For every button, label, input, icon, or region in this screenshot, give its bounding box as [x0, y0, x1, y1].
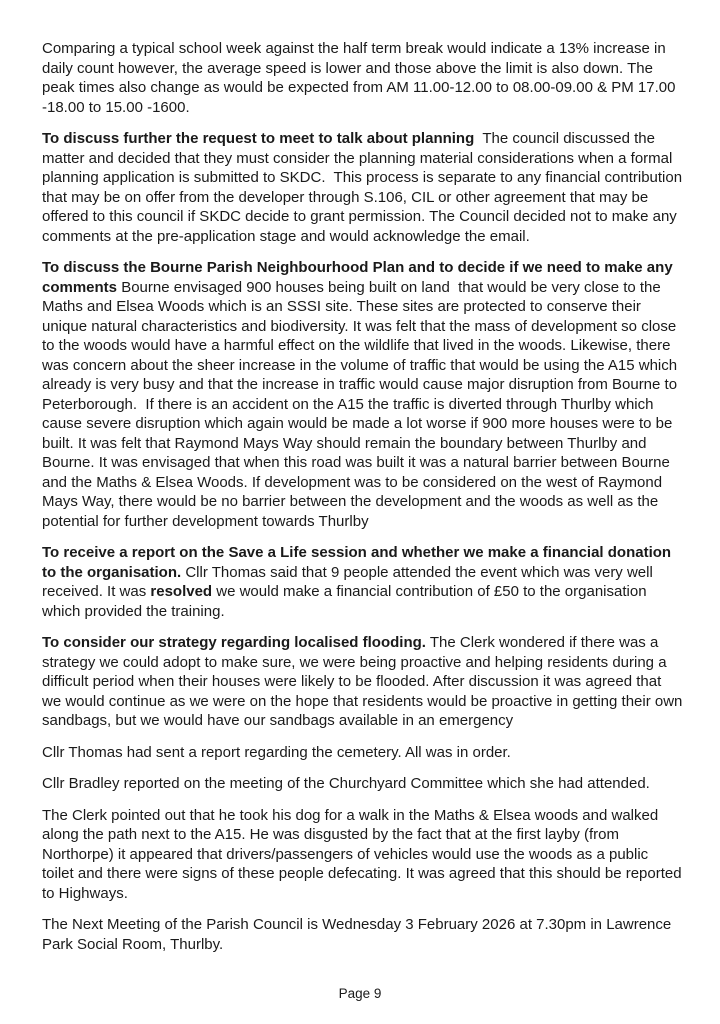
paragraph: [42, 915, 683, 954]
paragraph: [42, 543, 683, 621]
text-run: we would make a financial contribution of £50 to the organisation which provided the training.: [42, 583, 651, 620]
page-number-label: Page 9: [338, 986, 382, 1001]
text-run: The Clerk wondered if there was a strategy we could adopt to make sure, we were being proactive and helping residents during a difficult period when their houses were likely to be flooded. After discussion it was agreed that we would continue as we were on the hope that residents would be proactive in getting their own sandbags, but we would have our sandbags available in an emergency: [42, 634, 687, 729]
paragraph: [42, 743, 683, 763]
paragraph: [42, 258, 683, 531]
bold-text-run: To receive a report on the Save a Life session and whether we make a financial donation to the organisation.: [42, 544, 676, 581]
text-run: Cllr Thomas said that 9 people attended the event which was very well received. It was: [42, 563, 657, 600]
bold-text-run: resolved: [150, 583, 213, 600]
paragraph: [42, 633, 687, 731]
paragraph: [42, 806, 686, 904]
document-body: [42, 39, 687, 966]
text-run: Bourne envisaged 900 houses being built on land that would be very close to the Maths and Elsea Woods which is an SSSI site. These sites are protected to conserve their unique natural characteristics and biodiversity. It was felt that the mass of development so close to the woods would have a harmful effect on the wildlife that lived in the woods. Likewise, there was concern about the sheer increase in the volume of traffic that would be using the A15 which already is very busy and that the increase in traffic would cause major disruption from Bourne to Peterborough. If there is an accident on the A15 the traffic is diverted through Thurlby which cause severe disruption which again would be made a lot worse if 900 more houses were to be built. It was felt that Raymond Mays Way should remain the boundary between Thurlby and Bourne. It was envisaged that when this road was built it was a natural barrier between Bourne and the Maths & Elsea Woods. If development was to be considered on the west of Raymond Mays Way, there would be no barrier between the development and the woods as well as the potential for further development towards Thurlby: [42, 278, 682, 530]
bold-text-run: To discuss further the request to meet to talk about planning: [42, 130, 475, 147]
text-run: Cllr Thomas had sent a report regarding the cemetery. All was in order.: [42, 743, 511, 761]
text-run: The council discussed the matter and decided that they must consider the planning material considerations when a formal planning application is submitted to SKDC. This process is separate to any financial contribution that may be on offer from the developer through S.106, CIL or other agreement that may be offered to this council if SKDC decide to grant permission. The Council decided not to make any comments at the pre-application stage and would acknowledge the email.: [42, 130, 687, 245]
text-run: The Clerk pointed out that he took his dog for a walk in the Maths & Elsea woods and walked along the path next to the A15. He was disgusted by the fact that at the first layby (from Northorpe) it appeared that drivers/passengers of vehicles would use the woods as a public toilet and there were signs of these people defecating. It was agreed that this should be reported to Highways.: [42, 806, 686, 902]
bold-text-run: To discuss the Bourne Parish Neighbourhood Plan and to decide if we need to make any comments: [42, 259, 677, 296]
paragraph: [42, 39, 683, 117]
text-run: Comparing a typical school week against the half term break would indicate a 13% increase in daily count however, the average speed is lower and those above the limit is also down. The peak times also change as would be expected from AM 11.00-12.00 to 08.00-09.00 & PM 17.00 -18.00 to 15.00 -1600.: [42, 40, 680, 116]
page-footer: [0, 986, 720, 1002]
paragraph: [42, 774, 683, 794]
text-run: Cllr Bradley reported on the meeting of the Churchyard Committee which she had attended.: [42, 775, 650, 792]
bold-text-run: To consider our strategy regarding localised flooding.: [42, 634, 426, 651]
text-run: The Next Meeting of the Parish Council is Wednesday 3 February 2026 at 7.30pm in Lawrence Park Social Room, Thurlby.: [42, 916, 676, 953]
paragraph: [42, 129, 687, 246]
